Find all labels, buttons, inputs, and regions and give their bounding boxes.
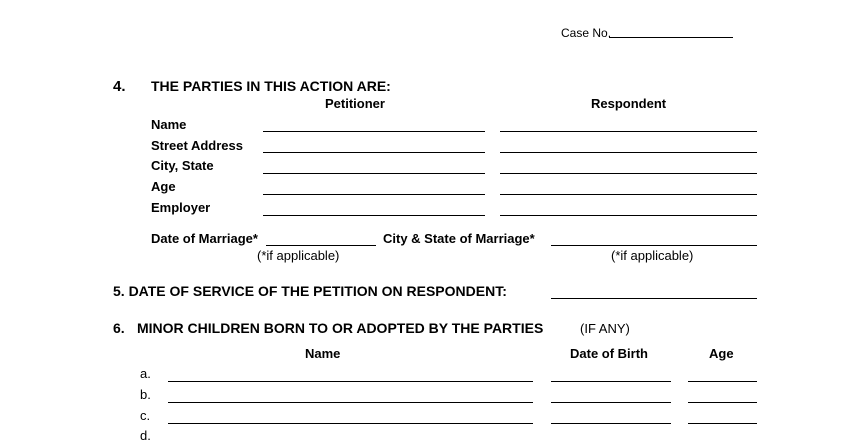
respondent-header: Respondent	[591, 96, 667, 111]
respondent-age-field[interactable]	[500, 194, 757, 195]
respondent-employer-field[interactable]	[500, 215, 757, 216]
city-state-label: City, State	[151, 158, 214, 173]
children-dob-header: Date of Birth	[570, 346, 648, 361]
child-b-age-field[interactable]	[688, 402, 757, 403]
child-letter-a: a.	[140, 366, 151, 381]
children-name-header: Name	[305, 346, 341, 361]
date-of-marriage-label: Date of Marriage*	[151, 231, 258, 246]
child-a-dob-field[interactable]	[551, 381, 671, 382]
street-address-label: Street Address	[151, 138, 243, 153]
age-label: Age	[151, 179, 176, 194]
child-c-age-field[interactable]	[688, 423, 757, 424]
section-4-title: THE PARTIES IN THIS ACTION ARE:	[151, 78, 391, 94]
child-letter-b: b.	[140, 387, 151, 402]
respondent-name-field[interactable]	[500, 131, 757, 132]
section-6-title: MINOR CHILDREN BORN TO OR ADOPTED BY THE PARTIES	[137, 320, 544, 336]
city-state-marriage-field[interactable]	[551, 245, 757, 246]
date-of-marriage-field[interactable]	[266, 245, 376, 246]
employer-label: Employer	[151, 200, 211, 215]
name-label: Name	[151, 117, 187, 132]
child-c-dob-field[interactable]	[551, 423, 671, 424]
city-state-marriage-label: City & State of Marriage*	[383, 231, 535, 246]
child-a-name-field[interactable]	[168, 381, 533, 382]
petitioner-employer-field[interactable]	[263, 215, 485, 216]
respondent-city-field[interactable]	[500, 173, 757, 174]
if-applicable-note-left: (*if applicable)	[257, 248, 340, 263]
date-of-service-field[interactable]	[551, 298, 757, 299]
case-no-field[interactable]	[609, 37, 733, 38]
petitioner-age-field[interactable]	[263, 194, 485, 195]
petitioner-name-field[interactable]	[263, 131, 485, 132]
child-b-dob-field[interactable]	[551, 402, 671, 403]
petitioner-header: Petitioner	[325, 96, 385, 111]
case-no-label: Case No.	[561, 26, 612, 40]
section-6-subtitle: (IF ANY)	[580, 321, 630, 336]
children-age-header: Age	[709, 346, 734, 361]
child-b-name-field[interactable]	[168, 402, 533, 403]
section-5-title: 5. DATE OF SERVICE OF THE PETITION ON RESPONDENT:	[113, 283, 507, 299]
child-c-name-field[interactable]	[168, 423, 533, 424]
petitioner-city-field[interactable]	[263, 173, 485, 174]
child-letter-d: d.	[140, 428, 151, 443]
child-a-age-field[interactable]	[688, 381, 757, 382]
petitioner-street-field[interactable]	[263, 152, 485, 153]
if-applicable-note-right: (*if applicable)	[611, 248, 694, 263]
child-letter-c: c.	[140, 408, 151, 423]
section-4-number: 4.	[113, 78, 126, 95]
respondent-street-field[interactable]	[500, 152, 757, 153]
section-6-number: 6.	[113, 320, 125, 336]
